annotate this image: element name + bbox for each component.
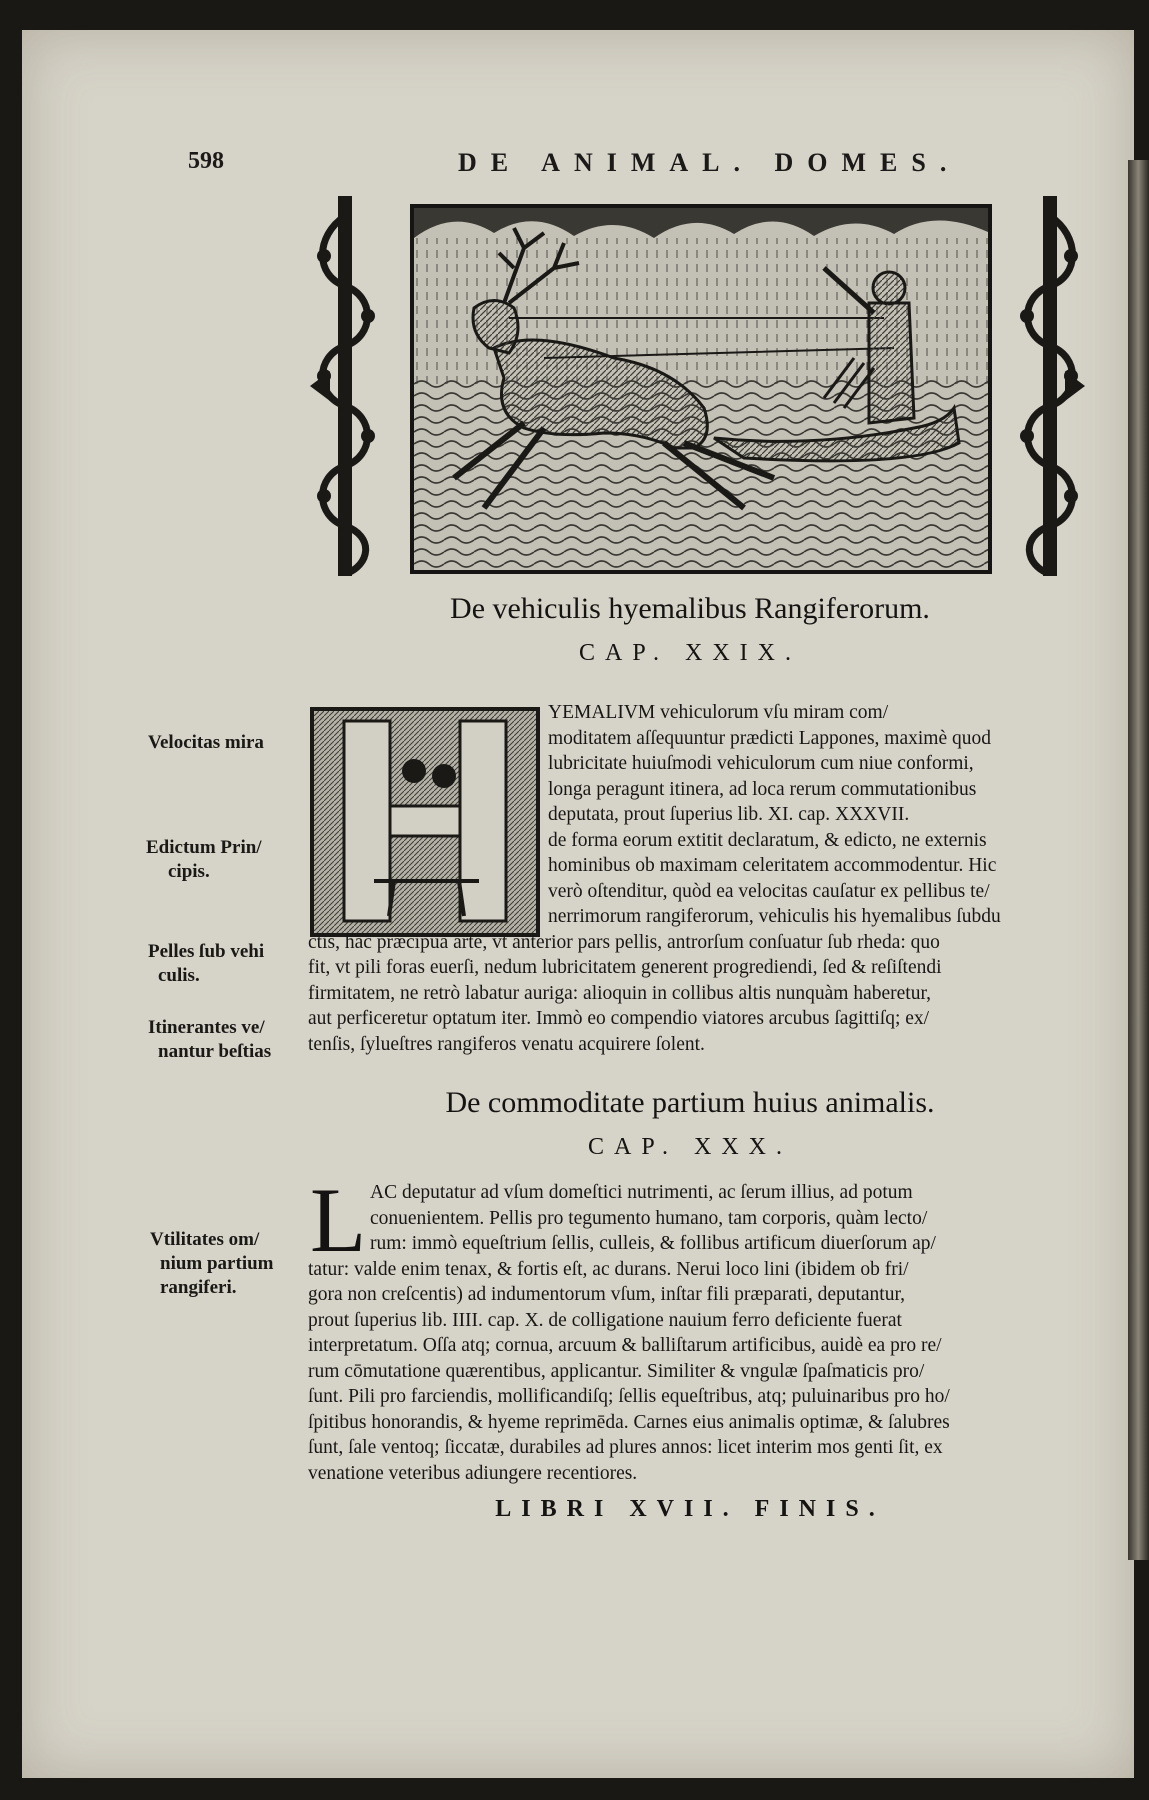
margin-note-line: culis. (158, 965, 200, 986)
chapter-29-title: De vehiculis hyemalibus Rangiferorum. (450, 592, 930, 625)
text-line: rum cōmutatione quærentibus, applicantur. Similiter & vngulæ ſpaſmaticis pro/ (308, 1360, 925, 1382)
text-line: conuenientem. Pellis pro tegumento humano, tam corporis, quàm lecto/ (370, 1207, 928, 1229)
text-line: tenſis, ſylueſtres rangiferos venatu acquirere ſolent. (308, 1033, 705, 1055)
adjacent-page-edge (1128, 160, 1149, 1560)
reindeer-sled-woodcut (410, 204, 992, 574)
margin-note-line: Pelles ſub vehi (148, 941, 265, 962)
text-line: deputata, prout ſuperius lib. XI. cap. XXXVII. (548, 804, 910, 825)
chapter-30-title: De commoditate partium huius animalis. (445, 1086, 935, 1119)
text-line: firmitatem, ne retrò labatur auriga: alioquin in collibus altis nunquàm haberetur, (308, 982, 932, 1004)
text-line: YEMALIVM vehiculorum vſu miram com/ (548, 702, 889, 723)
text-line: rum: immò equeſtrium ſellis, culleis, & follibus artificum diuerſorum ap/ (370, 1233, 936, 1254)
chapter-30-text (308, 1169, 1108, 1486)
text-line: de forma eorum extitit declaratum, & edicto, ne externis (548, 829, 987, 851)
text-line: ſpitibus honorandis, & hyeme reprimēda. Carnes eius animalis optimæ, & ſalubres (308, 1411, 950, 1433)
text-line: longa peragunt itinera, ad loca rerum commutationibus (548, 778, 977, 800)
text-line: verò oſtenditur, quòd ea velocitas cauſatur ex pellibus te/ (548, 880, 990, 902)
text-line: venatione veteribus adiungere recentiores. (308, 1462, 638, 1484)
margin-note-line: Edictum Prin/ (146, 837, 262, 858)
text-line: ſunt, ſale ventoq; ſiccatæ, durabiles ad plures annos: licet interim mos genti ſit, ex (308, 1437, 943, 1458)
text-line: gora non creſcentis) ad indumentorum vſum, inſtar fili præparati, deputantur, (308, 1284, 906, 1305)
text-line: prout ſuperius lib. IIII. cap. X. de colligatione nauium ferro deficiente fuerat (308, 1309, 902, 1331)
reindeer-sled-illustration (414, 208, 988, 570)
text-line: AC deputatur ad vſum domeſtici nutrimenti, ac ſerum illius, ad potum (370, 1182, 913, 1203)
ornament-border-left (310, 196, 382, 576)
chapter-29-number: CAP. XXIX. (578, 640, 801, 666)
margin-note-velocitas (148, 731, 264, 755)
margin-note-line: Vtilitates om/ (150, 1229, 260, 1250)
margin-note-line: rangiferi. (160, 1277, 237, 1298)
text-line: aut perficeretur optatum iter. Immò eo compendio viatores arcubus ſagittiſq; ex/ (308, 1008, 930, 1029)
woodcut-figure (310, 196, 1085, 576)
text-line: nerrimorum rangiferorum, vehiculis his hyemalibus ſubdu (548, 906, 1001, 927)
margin-note-line: Itinerantes ve/ (148, 1017, 265, 1038)
margin-note-line: cipis. (168, 861, 210, 882)
chapter-29-text (308, 700, 1108, 1057)
book-finis: LIBRI XVII. FINIS. (495, 1496, 885, 1522)
margin-note-vtilitates (150, 1228, 274, 1300)
ornament-border-right (1013, 196, 1085, 576)
initial-l: L (310, 1169, 367, 1271)
text-line: fit, vt pili foras euerſi, nedum lubricitatem generent progrediendi, ſed & reſiſtendi (308, 957, 942, 978)
text-line: tatur: valde enim tenax, & fortis eſt, ac durans. Nerui loco lini (ibidem ob fri/ (308, 1258, 909, 1280)
folio-number: 598 (188, 148, 224, 174)
text-line: ctis, hac præcipua arte, vt anterior pars pellis, antrorſum conſuatur ſub rheda: quo (308, 931, 940, 953)
text-line: hominibus ob maximam celeritatem accommodentur. Hic (548, 855, 997, 876)
text-line: lubricitate huiuſmodi vehiculorum cum niue conformi, (548, 753, 974, 774)
margin-note-line: nium partium (160, 1253, 274, 1274)
margin-note-pelles (148, 940, 264, 988)
text-line: interpretatum. Oſſa atq; cornua, arcuum & balliſtarum artificibus, auidè ea pro re/ (308, 1335, 942, 1356)
margin-note-edictum (146, 836, 262, 884)
running-title: DE ANIMAL. DOMES. (458, 148, 961, 177)
margin-note-line: nantur beſtias (158, 1041, 272, 1062)
margin-note-line: Velocitas mira (148, 732, 264, 753)
chapter-30-number: CAP. XXX. (587, 1134, 793, 1160)
text-line: ſunt. Pili pro farciendis, mollificandiſq; ſellis equeſtribus, atq; puluinaribus pro ho/ (308, 1386, 950, 1407)
text-line: moditatem aſſequuntur prædicti Lappones, maximè quod (548, 727, 991, 749)
margin-note-itinerantes (148, 1016, 271, 1064)
